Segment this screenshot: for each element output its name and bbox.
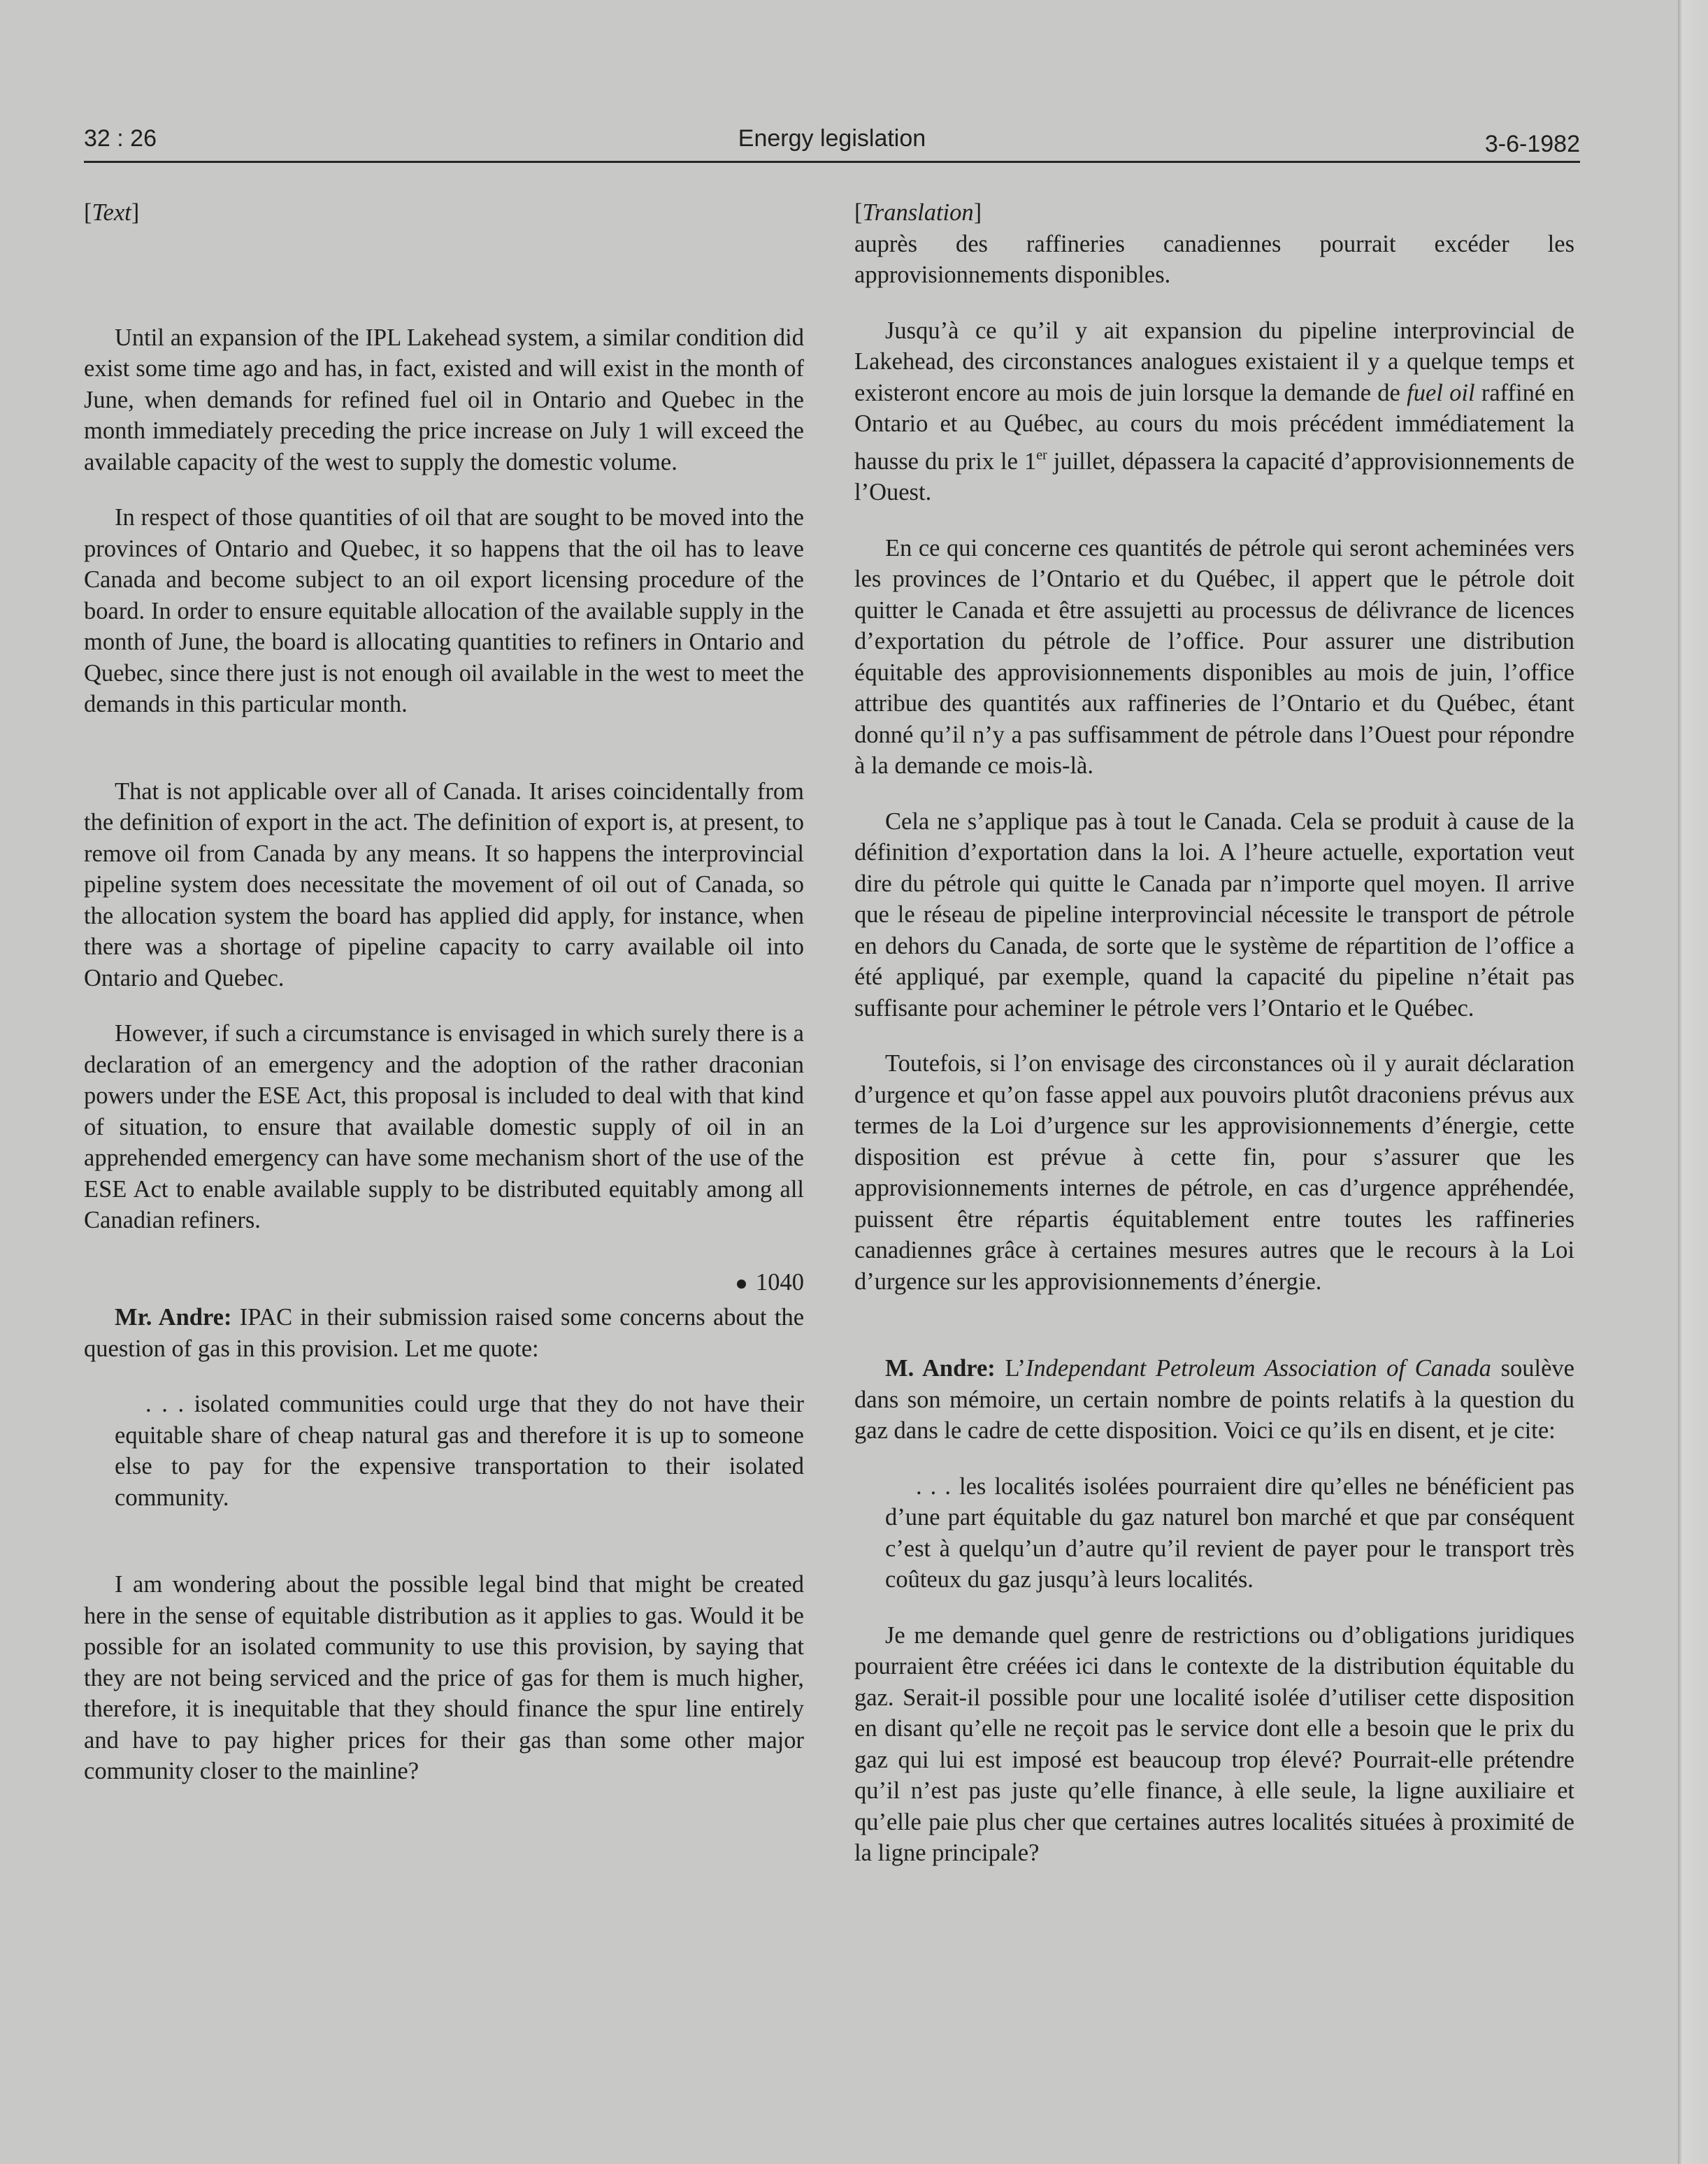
spacer [84, 229, 804, 322]
paragraph: Mr. Andre: IPAC in their submission raised some concerns about the question of gas in this provision. Let me quote: [84, 1304, 805, 1362]
paragraph: En ce qui concerne ces quantités de pétrole qui seront acheminées vers les provinces de l’Ontario et du Québec, il appert que le pétrole doit quitter le Canada et être assujetti au processus de délivrance de licences d’exportation du pétrole de l’office. Pour assurer une distribution équitable des approvisionnements disponibles au mois de juin, l’office attribue des quantités aux raffineries de l’Ontario et du Québec, étant donné qu’il n’y a pas suffisamment de pétrole dans l’Ouest pour répondre à la demande ce mois-là. [854, 534, 1574, 779]
quote-text: . . . isolated communities could urge that they do not have their equitable share of cheap natural gas and therefore it is up to someone else to pay for the expensive transportation to their isolated community. [115, 1391, 804, 1511]
page-header [84, 124, 1580, 163]
bullet-dot-icon [737, 1280, 746, 1289]
paragraph: However, if such a circumstance is envisaged in which surely there is a declaration of an emergency and the adoption of the rather draconian powers under the ESE Act, this proposal is included to deal with that kind of situation, to ensure that available domestic supply of oil in an apprehended emergency can have some mechanism short of the use of the ESE Act to enable available supply to be distributed equitably among all Canadian refiners. [84, 1020, 804, 1233]
paragraph: auprès des raffineries canadiennes pourrait excéder les approvisionnements disponibles. [854, 230, 1574, 288]
paragraph: M. Andre: L’Independant Petroleum Association of Canada soulève dans son mémoire, un certain nombre de points relatifs à la question du gaz dans le cadre de cette disposition. Voici ce qu’ils en disent, et je cite: [854, 1355, 1574, 1444]
page-edge [1678, 0, 1708, 2164]
translation-label: [Translation] [854, 199, 982, 226]
time-marker: 1040 [84, 1267, 804, 1298]
block-quote [84, 1389, 804, 1513]
paragraph: Until an expansion of the IPL Lakehead system, a similar condition did exist some time ago and has, in fact, existed and will exist in the month of June, when demands for refined fuel oil in Ontario and Quebec in the month immediately preceding the price increase on July 1 will exceed the available capacity of the west to supply the domestic volume. [84, 324, 804, 475]
quote-text: . . . les localités isolées pourraient dire qu’elles ne bénéficient pas d’une part équitable du gaz naturel bon marché et que par conséquent c’est à quelqu’un d’autre qu’il revient de payer pour le transport très coûteux du gaz jusqu’à leurs localités. [885, 1472, 1574, 1593]
paragraph: I am wondering about the possible legal bind that might be created here in the sense of equitable distribution as it applies to gas. Would it be possible for an isolated community to use this provision, by saying that they are not being serviced and the price of gas for them is much higher, therefore, it is inequitable that they should finance the spur line entirely and have to pay higher prices for their gas than some other major community closer to the mainline? [84, 1571, 804, 1784]
page-number: 32 : 26 [84, 125, 157, 152]
speaker-name: Mr. Andre: [115, 1304, 232, 1331]
english-column [84, 197, 804, 1787]
header-date: 3-6-1982 [1484, 131, 1580, 157]
paragraph: Je me demande quel genre de restrictions ou d’obligations juridiques pourraient être créées ici dans le contexte de la distribution équitable du gaz. Serait-il possible pour une localité isolée d’utiliser cette disposition en disant qu’elle ne reçoit pas le service dont elle a besoin que le prix du gaz qui lui est imposé est beaucoup trop élevé? Pourrait-elle prétendre qu’il n’est pas juste qu’elle finance, à elle seule, la ligne auxiliaire et qu’elle paie plus cher que certaines autres localités situées à proximité de la ligne principale? [854, 1621, 1574, 1866]
paragraph: Cela ne s’applique pas à tout le Canada. Cela se produit à cause de la définition d’exportation dans la loi. A l’heure actuelle, exportation veut dire du pétrole qui quitte le Canada par n’importe quel moyen. Il arrive que le réseau de pipeline interprovincial nécessite le transport de pétrole en dehors du Canada, de sorte que le système de répartition de l’office a été appliqué, par exemple, quand la capacité du pipeline n’était pas suffisante pour acheminer le pétrole vers l’Ontario et le Québec. [854, 808, 1574, 1022]
running-title: Energy legislation [738, 125, 926, 152]
paragraph: Jusqu’à ce qu’il y ait expansion du pipeline interprovincial de Lakehead, des circonstances analogues existaient il y a quelque temps et existeront encore au mois de juin lorsque la demande de fuel oil raffiné en Ontario et au Québec, au cours du mois précédent immédiatement la hausse du prix le 1er juillet, dépassera la capacité d’approvisionnements de l’Ouest. [854, 317, 1574, 506]
paragraph: Toutefois, si l’on envisage des circonstances où il y aurait déclaration d’urgence et qu’on fasse appel aux pouvoirs plutôt draconiens prévus aux termes de la Loi d’urgence sur les approvisionnements d’énergie, cette disposition est prévue à cette fin, pour s’assurer que les approvisionnements internes de pétrole, en cas d’urgence appréhendée, puissent être répartis équitablement entre toutes les raffineries canadiennes grâce à certaines mesures autres que le recours à la Loi d’urgence sur les approvisionnements d’énergie. [854, 1050, 1574, 1295]
block-quote [854, 1471, 1574, 1596]
paragraph: That is not applicable over all of Canada. It arises coincidentally from the definition of export in the act. The definition of export is, at present, to remove oil from Canada by any means. It so happens the interprovincial pipeline system does necessitate the movement of oil out of Canada, so the allocation system the board has applied did apply, for instance, when there was a shortage of pipeline capacity to carry available oil into Ontario and Quebec. [84, 778, 804, 991]
french-column [854, 197, 1574, 1869]
text-label: [Text] [84, 199, 140, 226]
paragraph: In respect of those quantities of oil that are sought to be moved into the provinces of Ontario and Quebec, it so happens that the oil has to leave Canada and become subject to an oil export licensing procedure of the board. In order to ensure equitable allocation of the available supply in the month of June, the board is allocating quantities to refiners in Ontario and Quebec, since there just is not enough oil available in the west to meet the demands in this particular month. [84, 504, 804, 717]
speaker-name: M. Andre: [885, 1355, 996, 1382]
